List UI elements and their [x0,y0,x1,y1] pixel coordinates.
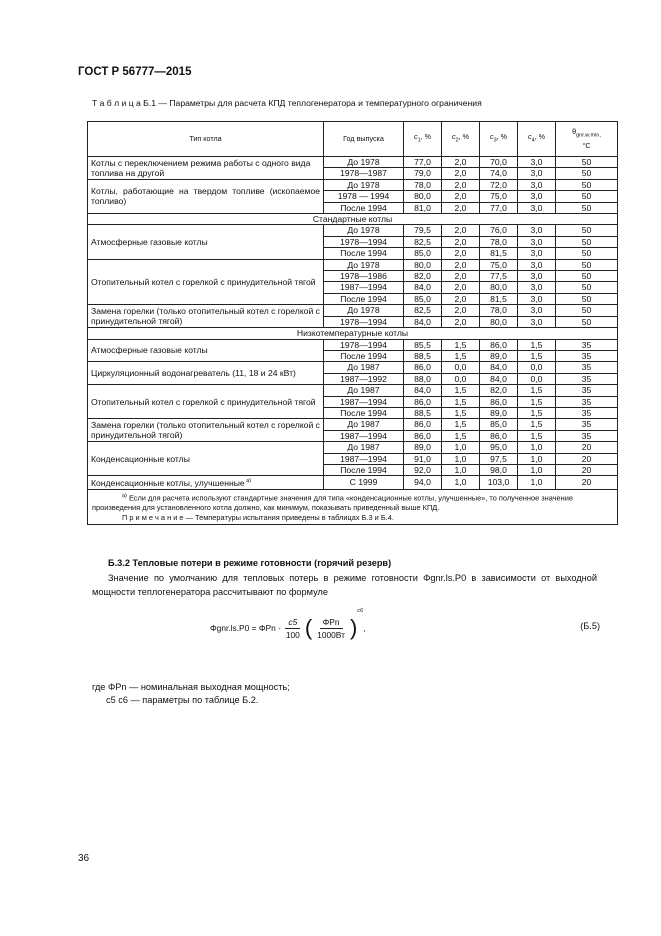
table-cell: 84,0 [480,373,518,384]
table-cell: 1,5 [518,385,556,396]
table-row [88,225,618,236]
table-cell: 75,0 [480,191,518,202]
table-cell: 84,0 [404,282,442,293]
formula-exponent: c6 [357,608,364,614]
table-cell: 1987—1992 [324,373,404,384]
boiler-type-cell: Конденсационные котлы, улучшенные $^{a)}$ [88,476,324,489]
table-cell: 88,0 [404,373,442,384]
table-cell: 50 [556,293,618,304]
boiler-type-cell: Циркуляционный водонагреватель (11, 18 и 24 кВт) [88,362,324,385]
formula-frac-2: $\frac{\text{ΦPn}}{1000Вт}$ [317,616,345,640]
table-cell: 2,0 [442,191,480,202]
table-cell: 82,0 [480,385,518,396]
table-cell: 86,0 [480,339,518,350]
table-cell: До 1987 [324,442,404,453]
section-title: Б.3.2 Тепловые потери в режиме готовности (горячий резерв) [108,558,392,568]
table-cell: 2,0 [442,236,480,247]
table-cell: 1,5 [442,419,480,430]
table-cell: 86,0 [404,362,442,373]
table-cell: 1987—1994 [324,396,404,407]
boiler-type-cell: Замена горелки (только отопительный котел с горелкой с принудительной тягой) [88,305,324,328]
boiler-type-cell: Отопительный котел с горелкой с принудительной тягой [88,259,324,305]
table-cell: 1978—1994 [324,236,404,247]
table-cell: 2,0 [442,293,480,304]
table-cell: 3,0 [518,225,556,236]
table-cell: 1,5 [442,407,480,418]
table-cell: 50 [556,316,618,327]
table-cell: 3,0 [518,202,556,213]
boiler-type-cell: Котлы с переключением режима работы с одного вида топлива на другой [88,157,324,180]
col-c2: $c_2$, % [442,122,480,157]
table-cell: 81,5 [480,293,518,304]
table-cell: 84,0 [404,385,442,396]
table-note: П р и м е ч а н и е — Температуры испытания приведены в таблицах Б.3 и Б.4. [122,513,394,523]
table-cell: 78,0 [480,305,518,316]
table-cell: 1,5 [518,407,556,418]
table-cell: 0,0 [518,373,556,384]
col-c3: $c_3$, % [480,122,518,157]
table-cell: 3,0 [518,293,556,304]
body-paragraph: Значение по умолчанию для тепловых потерь в режиме готовности Φgnr.ls.P0 в зависимости от выходной мощности теплогенератора рассчитывают по формуле [92,573,597,597]
table-row [88,305,618,316]
table-cell: 1987—1994 [324,430,404,441]
table-notes-row [88,489,618,524]
table-cell: 85,0 [404,248,442,259]
table-cell: 89,0 [480,407,518,418]
table-cell: 2,0 [442,179,480,190]
table-row [88,362,618,373]
table-cell: 77,5 [480,271,518,282]
table-cell: 50 [556,191,618,202]
table-row [88,419,618,430]
table-cell: 85,5 [404,339,442,350]
table-cell: 3,0 [518,305,556,316]
table-cell: 1,5 [442,430,480,441]
table-caption: Т а б л и ц а Б.1 — Параметры для расчета КПД теплогенератора и температурного ограничения [92,98,482,108]
table-cell: 2,0 [442,168,480,179]
table-cell: 50 [556,168,618,179]
table-cell: 50 [556,259,618,270]
table-cell: 2,0 [442,259,480,270]
table-cell: 50 [556,271,618,282]
table-cell: 3,0 [518,179,556,190]
table-cell: 80,0 [404,191,442,202]
table-cell: 1978—1987 [324,168,404,179]
col-c1: $c_1$, % [404,122,442,157]
table-cell: 50 [556,157,618,168]
table-cell: После 1994 [324,202,404,213]
table-cell: 80,0 [404,259,442,270]
table-cell: 77,0 [404,157,442,168]
table-cell: До 1978 [324,225,404,236]
table-cell: 1,5 [442,339,480,350]
table-cell: 3,0 [518,316,556,327]
table-row [88,476,618,489]
table-cell: 85,0 [480,419,518,430]
boiler-type-cell: Отопительный котел с горелкой с принудительной тягой [88,385,324,419]
table-cell: 35 [556,350,618,361]
table-cell: 3,0 [518,191,556,202]
table-row [88,339,618,350]
table-cell: 82,5 [404,236,442,247]
table-cell: 20 [556,476,618,489]
table-cell: 1987—1994 [324,453,404,464]
table-cell: 79,5 [404,225,442,236]
table-cell: 3,0 [518,236,556,247]
table-cell: 79,0 [404,168,442,179]
table-cell: До 1978 [324,259,404,270]
boiler-type-cell: Котлы, работающие на твердом топливе (ископаемое топливо) [88,179,324,213]
col-theta: $\theta_{gnr.w.min,}$ °C [556,122,618,157]
table-row [88,157,618,168]
table-cell: 97,5 [480,453,518,464]
table-cell: 76,0 [480,225,518,236]
table-cell: После 1994 [324,464,404,475]
table-cell: 1,5 [518,430,556,441]
table-cell: 0,0 [442,362,480,373]
table-cell: 2,0 [442,316,480,327]
table-cell: 88,5 [404,350,442,361]
table-header-row [88,122,618,157]
table-cell: 1,0 [518,464,556,475]
col-c4: $c_4$, % [518,122,556,157]
table-cell: 50 [556,202,618,213]
boiler-type-cell: Замена горелки (только отопительный котел с горелкой с принудительной тягой) [88,419,324,442]
formula-frac-1: $\frac{c5}{100}$ [285,616,300,640]
table-row [88,442,618,453]
table-cell: После 1994 [324,407,404,418]
table-cell: 94,0 [404,476,442,489]
table-cell: 86,0 [480,396,518,407]
table-cell: 1978—1994 [324,316,404,327]
table-cell: До 1987 [324,362,404,373]
table-cell: 20 [556,464,618,475]
table-cell: 86,0 [480,430,518,441]
table-cell: 0,0 [518,362,556,373]
table-cell: 1,5 [442,350,480,361]
table-cell: 84,0 [480,362,518,373]
table-notes [88,489,618,524]
table-cell: 35 [556,396,618,407]
table-cell: 82,5 [404,305,442,316]
table-cell: 1,0 [442,464,480,475]
table-cell: 74,0 [480,168,518,179]
table-cell: 81,5 [480,248,518,259]
table-cell: До 1978 [324,305,404,316]
table-cell: 3,0 [518,168,556,179]
page-number: 36 [78,853,90,864]
table-cell: 50 [556,282,618,293]
boiler-type-cell: Атмосферные газовые котлы [88,339,324,362]
table-cell: 72,0 [480,179,518,190]
table-cell: 2,0 [442,282,480,293]
table-cell: 2,0 [442,157,480,168]
table-cell: 2,0 [442,225,480,236]
table-cell: 35 [556,407,618,418]
table-cell: 1,0 [442,476,480,489]
col-type: Тип котла [88,122,324,157]
table-cell: 20 [556,442,618,453]
table-cell: 1,5 [518,396,556,407]
table-cell: 50 [556,248,618,259]
table-cell: 89,0 [480,350,518,361]
table-cell: 92,0 [404,464,442,475]
table-cell: До 1987 [324,419,404,430]
table-cell: 35 [556,419,618,430]
table-cell: 89,0 [404,442,442,453]
table-row [88,385,618,396]
table-cell: 20 [556,453,618,464]
table-cell: После 1994 [324,248,404,259]
formula: Φgnr.ls.P0 = ΦPn · $\frac{c5}{100}$ ( $\frac{\text{ΦPn}}{1000Вт}$ ) c6 , [210,608,366,640]
section-label: Стандартные котлы [88,214,618,225]
table-cell: 80,0 [480,282,518,293]
table-cell: 1,5 [518,339,556,350]
table-cell: 3,0 [518,271,556,282]
table-cell: До 1978 [324,179,404,190]
table-cell: 35 [556,373,618,384]
table-cell: 95,0 [480,442,518,453]
table-cell: 78,0 [480,236,518,247]
table-cell: 91,0 [404,453,442,464]
table-row [88,179,618,190]
table-cell: 1,0 [518,476,556,489]
table-cell: 86,0 [404,430,442,441]
table-cell: 1978—1994 [324,339,404,350]
where-block [92,681,290,706]
parameters-table [87,121,618,525]
section-row [88,328,618,339]
table-cell: 1987—1994 [324,282,404,293]
equation-number: (Б.5) [580,621,600,631]
table-cell: 1,5 [518,350,556,361]
where-line-2: c5 c6 — параметры по таблице Б.2. [106,694,259,705]
table-cell: 35 [556,430,618,441]
section-label: Низкотемпературные котлы [88,328,618,339]
table-cell: До 1978 [324,157,404,168]
footnote: $^{a)}$ Если для расчета используют стандартные значения для типа «конденсационные котлы, улучшенные», то полученное значение произведения для установленного котла должно, как минимум, показывать приведенный выше КПД. [92,492,573,513]
col-year: Год выпуска [324,122,404,157]
table-cell: 50 [556,236,618,247]
table-cell: 3,0 [518,282,556,293]
table-cell: До 1987 [324,385,404,396]
table-cell: 1,0 [442,453,480,464]
table-cell: 77,0 [480,202,518,213]
section-row [88,214,618,225]
table-cell: 1,5 [442,396,480,407]
where-line-1: где ΦPn — номинальная выходная мощность; [92,682,290,692]
table-cell: 2,0 [442,271,480,282]
table-cell: 2,0 [442,305,480,316]
table-cell: 82,0 [404,271,442,282]
table-cell: 50 [556,305,618,316]
table-cell: 35 [556,339,618,350]
table-cell: После 1994 [324,350,404,361]
table-cell: 86,0 [404,396,442,407]
table-cell: 98,0 [480,464,518,475]
table-cell: 75,0 [480,259,518,270]
table-cell: После 1994 [324,293,404,304]
table-cell: 103,0 [480,476,518,489]
table-cell: 78,0 [404,179,442,190]
table-row [88,259,618,270]
table-cell: 1978—1986 [324,271,404,282]
table-cell: 50 [556,225,618,236]
table-cell: 81,0 [404,202,442,213]
boiler-type-cell: Атмосферные газовые котлы [88,225,324,259]
table-cell: 2,0 [442,202,480,213]
table-cell: 1,5 [518,419,556,430]
table-cell: 80,0 [480,316,518,327]
table-cell: 1978 — 1994 [324,191,404,202]
table-cell: 35 [556,385,618,396]
table-cell: 1,0 [442,442,480,453]
table-cell: 1,0 [518,453,556,464]
table-cell: 3,0 [518,259,556,270]
boiler-type-cell: Конденсационные котлы [88,442,324,476]
table-cell: 88,5 [404,407,442,418]
table-cell: 35 [556,362,618,373]
table-cell: 85,0 [404,293,442,304]
table-cell: 1,5 [442,385,480,396]
table-cell: 50 [556,179,618,190]
formula-lhs: Φgnr.ls.P0 = ΦPn · [210,623,281,633]
document-header: ГОСТ Р 56777—2015 [78,66,192,78]
table-cell: 0,0 [442,373,480,384]
table-cell: 84,0 [404,316,442,327]
table-cell: 70,0 [480,157,518,168]
table-cell: 1,0 [518,442,556,453]
table-cell: 3,0 [518,248,556,259]
table-cell: 3,0 [518,157,556,168]
table-cell: 2,0 [442,248,480,259]
table-cell: 86,0 [404,419,442,430]
table-cell: С 1999 [324,476,404,489]
